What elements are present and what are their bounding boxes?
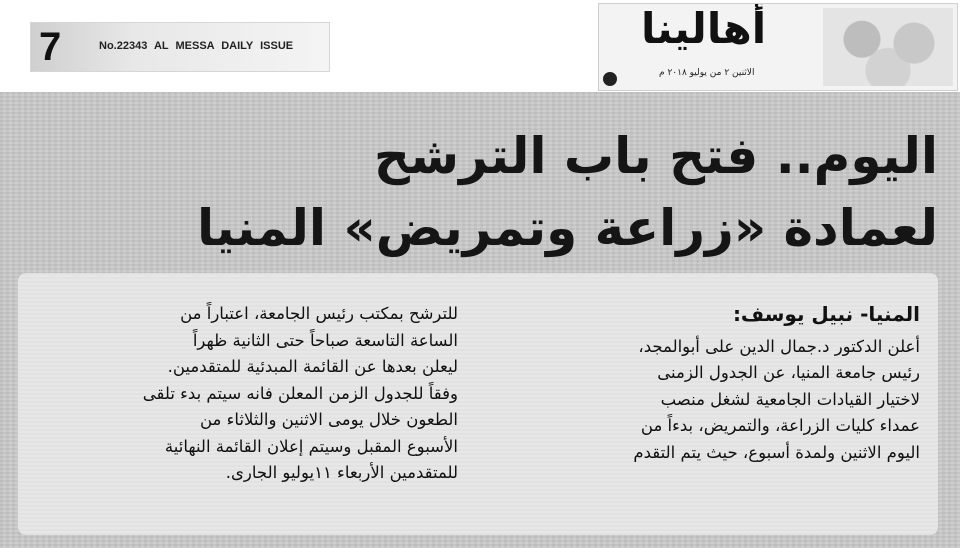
issue-info: No.22343 AL MESSA DAILY ISSUE: [99, 40, 294, 52]
article-column-left: [38, 301, 458, 487]
text-line: عمداء كليات الزراعة، والتمريض، بدءاً من: [640, 416, 920, 435]
text-line: اليوم الاثنين ولمدة أسبوع، حيث يتم التقدم: [633, 442, 920, 462]
section-title: أهالينا: [641, 4, 767, 53]
article-paragraph: [38, 301, 458, 487]
article-paragraph: [500, 334, 920, 467]
text-line: أعلن الدكتور د.جمال الدين على أبوالمجد،: [638, 336, 920, 356]
article: [0, 92, 960, 548]
headline-line-2: لعمادة «زراعة وتمريض» المنيا: [197, 199, 938, 257]
text-line: لاختيار القيادات الجامعية لشغل منصب: [660, 389, 920, 409]
text-line: وفقاً للجدول الزمن المعلن فانه سيتم بدء تلقى: [142, 383, 458, 403]
article-body-box: [18, 273, 938, 535]
byline: المنيا- نبيل يوسف:: [732, 302, 920, 326]
text-line: رئيس جامعة المنيا، عن الجدول الزمنى: [657, 363, 920, 382]
text-line: ليعلن بعدها عن القائمة المبدئية للمتقدمين.: [167, 357, 458, 376]
text-line: للترشح بمكتب رئيس الجامعة، اعتباراً من: [180, 304, 458, 323]
text-line: الساعة التاسعة صباحاً حتى الثانية ظهراً: [192, 330, 458, 350]
text-line: الأسبوع المقبل وسيتم إعلان القائمة النهائية: [164, 436, 458, 456]
top-band: [0, 0, 960, 92]
page-number: 7: [39, 25, 62, 69]
masthead-photo: [823, 8, 953, 86]
issue-bar: [30, 22, 330, 72]
headline-line-1: اليوم.. فتح باب الترشح: [373, 127, 938, 185]
issue-date: الاثنين ٢ من يوليو ٢٠١٨ م: [659, 68, 755, 78]
article-column-right: [500, 301, 920, 466]
headline: [38, 120, 938, 264]
text-line: الطعون خلال يومى الاثنين والثلاثاء من: [200, 410, 458, 429]
text-line: للمتقدمين الأربعاء ١١يوليو الجارى.: [225, 463, 458, 482]
section-masthead: [598, 3, 958, 91]
logo-dot-icon: [603, 72, 617, 86]
